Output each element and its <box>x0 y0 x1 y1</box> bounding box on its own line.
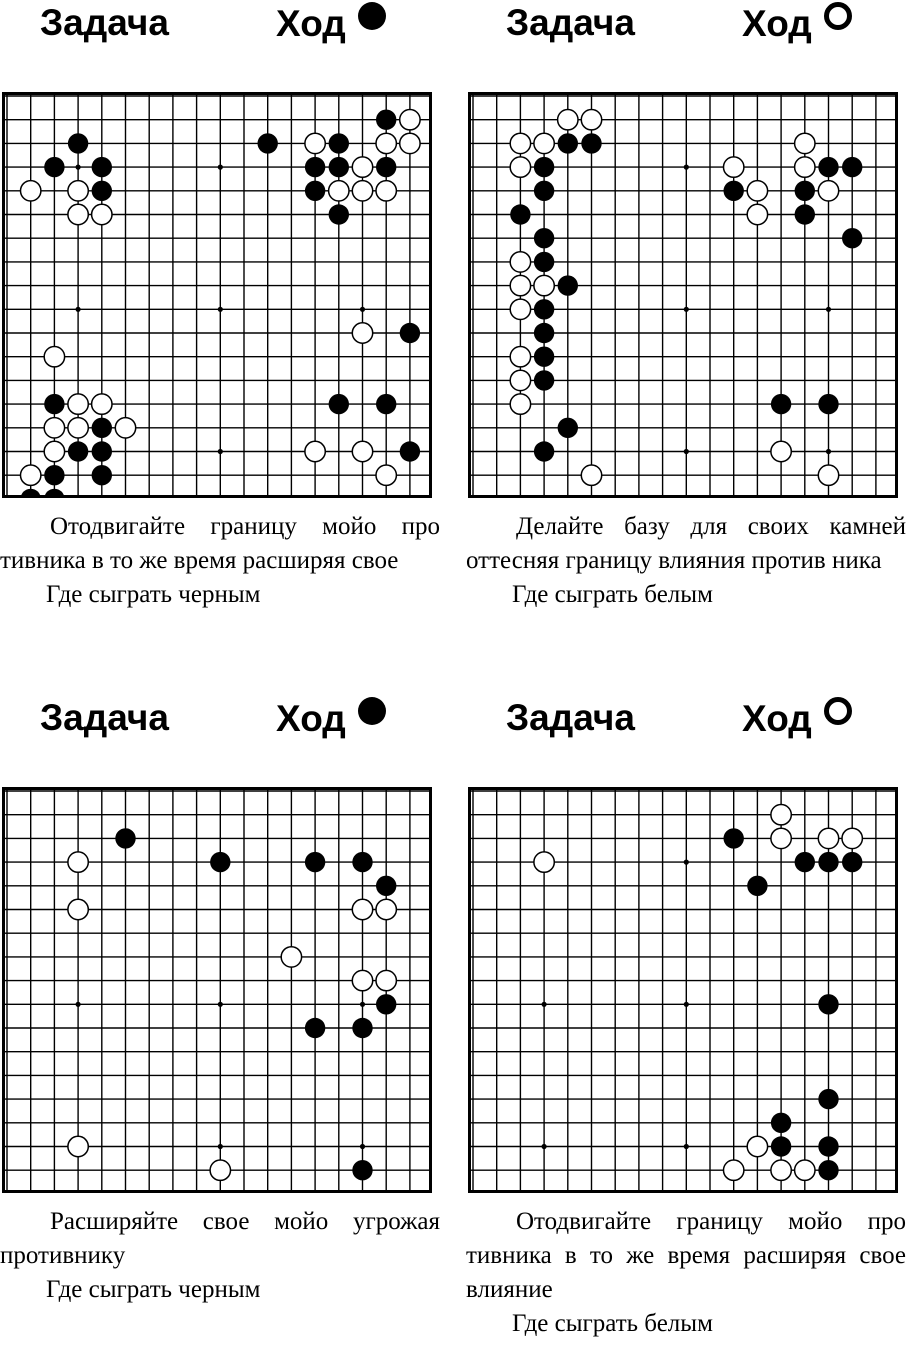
white-stone <box>68 1136 88 1156</box>
black-stone <box>376 876 396 896</box>
white-stone-icon <box>824 2 852 30</box>
black-stone <box>329 133 349 153</box>
white-stone <box>510 370 530 390</box>
white-stone <box>68 852 88 872</box>
white-stone <box>724 157 744 177</box>
description-text: Отодвигайте границу мойо про тивника в то же время расширяя свое <box>0 513 440 574</box>
turn-indicator <box>276 2 386 45</box>
black-stone <box>818 1136 838 1156</box>
white-stone <box>771 1160 791 1180</box>
black-stone <box>510 204 530 224</box>
white-stone <box>510 299 530 319</box>
white-stone <box>581 465 601 485</box>
white-stone <box>771 805 791 825</box>
white-stone <box>747 1136 767 1156</box>
white-stone <box>305 441 325 461</box>
star-point <box>218 307 223 312</box>
black-stone <box>534 441 554 461</box>
black-stone <box>558 133 578 153</box>
black-stone <box>376 110 396 130</box>
black-stone <box>92 181 112 201</box>
black-stone <box>842 157 862 177</box>
black-stone <box>329 157 349 177</box>
white-stone <box>68 181 88 201</box>
board-grid <box>2 92 432 498</box>
white-stone <box>795 1160 815 1180</box>
white-stone <box>400 110 420 130</box>
go-board[interactable] <box>2 787 432 1193</box>
black-stone <box>818 994 838 1014</box>
star-point <box>542 1144 547 1149</box>
black-stone <box>329 394 349 414</box>
star-point <box>826 449 831 454</box>
white-stone <box>44 441 64 461</box>
black-stone <box>68 133 88 153</box>
turn-indicator <box>742 697 852 740</box>
black-stone <box>376 394 396 414</box>
white-stone <box>92 204 112 224</box>
white-stone <box>21 181 41 201</box>
black-stone <box>724 828 744 848</box>
white-stone <box>352 441 372 461</box>
white-stone <box>747 181 767 201</box>
star-point <box>360 1002 365 1007</box>
white-stone <box>352 157 372 177</box>
black-stone <box>92 465 112 485</box>
white-stone <box>510 275 530 295</box>
black-stone-icon <box>358 2 386 30</box>
black-stone <box>558 275 578 295</box>
star-point <box>218 165 223 170</box>
problem-description <box>0 510 440 612</box>
star-point <box>218 1144 223 1149</box>
description-text: Делайте базу для своих камней оттесняя границу влияния против ника <box>466 513 906 574</box>
problem-panel-4 <box>466 695 908 1365</box>
white-stone <box>68 899 88 919</box>
go-board[interactable] <box>468 787 898 1193</box>
white-stone <box>352 970 372 990</box>
star-point <box>684 1144 689 1149</box>
white-stone <box>376 970 396 990</box>
white-stone <box>510 133 530 153</box>
black-stone <box>795 204 815 224</box>
black-stone <box>305 1018 325 1038</box>
black-stone <box>352 1160 372 1180</box>
problem-description <box>0 1205 440 1307</box>
black-stone <box>534 299 554 319</box>
star-point <box>218 1002 223 1007</box>
white-stone <box>842 828 862 848</box>
star-point <box>684 860 689 865</box>
problem-question: Где сыграть белым <box>512 581 713 608</box>
problem-title: Задача <box>40 697 169 738</box>
black-stone <box>558 418 578 438</box>
star-point <box>826 307 831 312</box>
white-stone <box>581 110 601 130</box>
white-stone <box>534 133 554 153</box>
white-stone <box>724 1160 744 1180</box>
black-stone <box>210 852 230 872</box>
black-stone <box>68 441 88 461</box>
black-stone <box>534 370 554 390</box>
description-text: Расширяйте свое мойо угрожая противнику <box>0 1208 440 1269</box>
board-border <box>470 94 897 497</box>
black-stone <box>92 418 112 438</box>
black-stone-icon <box>358 697 386 725</box>
black-stone <box>534 228 554 248</box>
black-stone <box>747 876 767 896</box>
black-stone <box>534 252 554 272</box>
black-stone <box>534 181 554 201</box>
white-stone <box>281 947 301 967</box>
turn-indicator <box>742 2 852 45</box>
white-stone <box>352 181 372 201</box>
white-stone <box>352 899 372 919</box>
problem-panel-2 <box>466 0 908 670</box>
white-stone <box>115 418 135 438</box>
white-stone <box>747 204 767 224</box>
star-point <box>360 307 365 312</box>
black-stone <box>818 157 838 177</box>
white-stone <box>305 133 325 153</box>
black-stone <box>818 1160 838 1180</box>
star-point <box>684 307 689 312</box>
star-point <box>76 165 81 170</box>
white-stone <box>376 465 396 485</box>
white-stone <box>400 133 420 153</box>
black-stone <box>771 1136 791 1156</box>
black-stone <box>771 1113 791 1133</box>
problem-title: Задача <box>40 2 169 43</box>
black-stone <box>400 323 420 343</box>
black-stone <box>44 489 64 498</box>
white-stone-icon <box>824 697 852 725</box>
black-stone <box>842 852 862 872</box>
white-stone <box>376 899 396 919</box>
black-stone <box>305 852 325 872</box>
white-stone <box>795 133 815 153</box>
black-stone <box>724 181 744 201</box>
black-stone <box>818 1089 838 1109</box>
star-point <box>76 1002 81 1007</box>
board-grid <box>468 92 898 498</box>
star-point <box>360 1144 365 1149</box>
black-stone <box>534 323 554 343</box>
white-stone <box>352 323 372 343</box>
black-stone <box>305 181 325 201</box>
black-stone <box>818 394 838 414</box>
black-stone <box>818 852 838 872</box>
problem-panel-3 <box>0 695 454 1365</box>
white-stone <box>21 465 41 485</box>
black-stone <box>352 1018 372 1038</box>
problem-question: Где сыграть черным <box>46 1276 261 1303</box>
white-stone <box>68 204 88 224</box>
go-board[interactable] <box>2 92 432 498</box>
white-stone <box>92 394 112 414</box>
problem-description <box>466 510 906 612</box>
star-point <box>218 449 223 454</box>
board-border <box>4 94 431 497</box>
problem-question: Где сыграть черным <box>46 581 261 608</box>
white-stone <box>510 252 530 272</box>
star-point <box>684 165 689 170</box>
white-stone <box>68 418 88 438</box>
black-stone <box>795 852 815 872</box>
black-stone <box>44 465 64 485</box>
white-stone <box>771 828 791 848</box>
white-stone <box>510 394 530 414</box>
black-stone <box>305 157 325 177</box>
move-label: Ход <box>742 698 812 739</box>
white-stone <box>771 441 791 461</box>
white-stone <box>818 465 838 485</box>
white-stone <box>818 181 838 201</box>
black-stone <box>115 828 135 848</box>
white-stone <box>329 181 349 201</box>
white-stone <box>44 347 64 367</box>
black-stone <box>842 228 862 248</box>
problem-description <box>466 1205 906 1341</box>
white-stone <box>510 347 530 367</box>
white-stone <box>534 852 554 872</box>
star-point <box>684 1002 689 1007</box>
white-stone <box>795 157 815 177</box>
description-text: Отодвигайте границу мойо про тивника в то же время расширяя свое влияние <box>466 1208 906 1303</box>
star-point <box>684 449 689 454</box>
white-stone <box>210 1160 230 1180</box>
white-stone <box>376 133 396 153</box>
board-border <box>470 789 897 1192</box>
black-stone <box>329 204 349 224</box>
white-stone <box>534 275 554 295</box>
move-label: Ход <box>742 3 812 44</box>
white-stone <box>68 394 88 414</box>
move-label: Ход <box>276 3 346 44</box>
black-stone <box>534 157 554 177</box>
black-stone <box>771 394 791 414</box>
go-board[interactable] <box>468 92 898 498</box>
star-point <box>542 1002 547 1007</box>
move-label: Ход <box>276 698 346 739</box>
problem-title: Задача <box>506 2 635 43</box>
problem-title: Задача <box>506 697 635 738</box>
white-stone <box>510 157 530 177</box>
black-stone <box>352 852 372 872</box>
black-stone <box>92 157 112 177</box>
problem-panel-1 <box>0 0 454 670</box>
turn-indicator <box>276 697 386 740</box>
black-stone <box>581 133 601 153</box>
black-stone <box>44 157 64 177</box>
problem-question: Где сыграть белым <box>512 1310 713 1337</box>
white-stone <box>818 828 838 848</box>
white-stone <box>44 418 64 438</box>
black-stone <box>258 133 278 153</box>
black-stone <box>44 394 64 414</box>
black-stone <box>400 441 420 461</box>
black-stone <box>21 489 41 498</box>
black-stone <box>795 181 815 201</box>
black-stone <box>376 994 396 1014</box>
white-stone <box>376 181 396 201</box>
black-stone <box>92 441 112 461</box>
white-stone <box>558 110 578 130</box>
black-stone <box>534 347 554 367</box>
black-stone <box>376 157 396 177</box>
star-point <box>76 307 81 312</box>
